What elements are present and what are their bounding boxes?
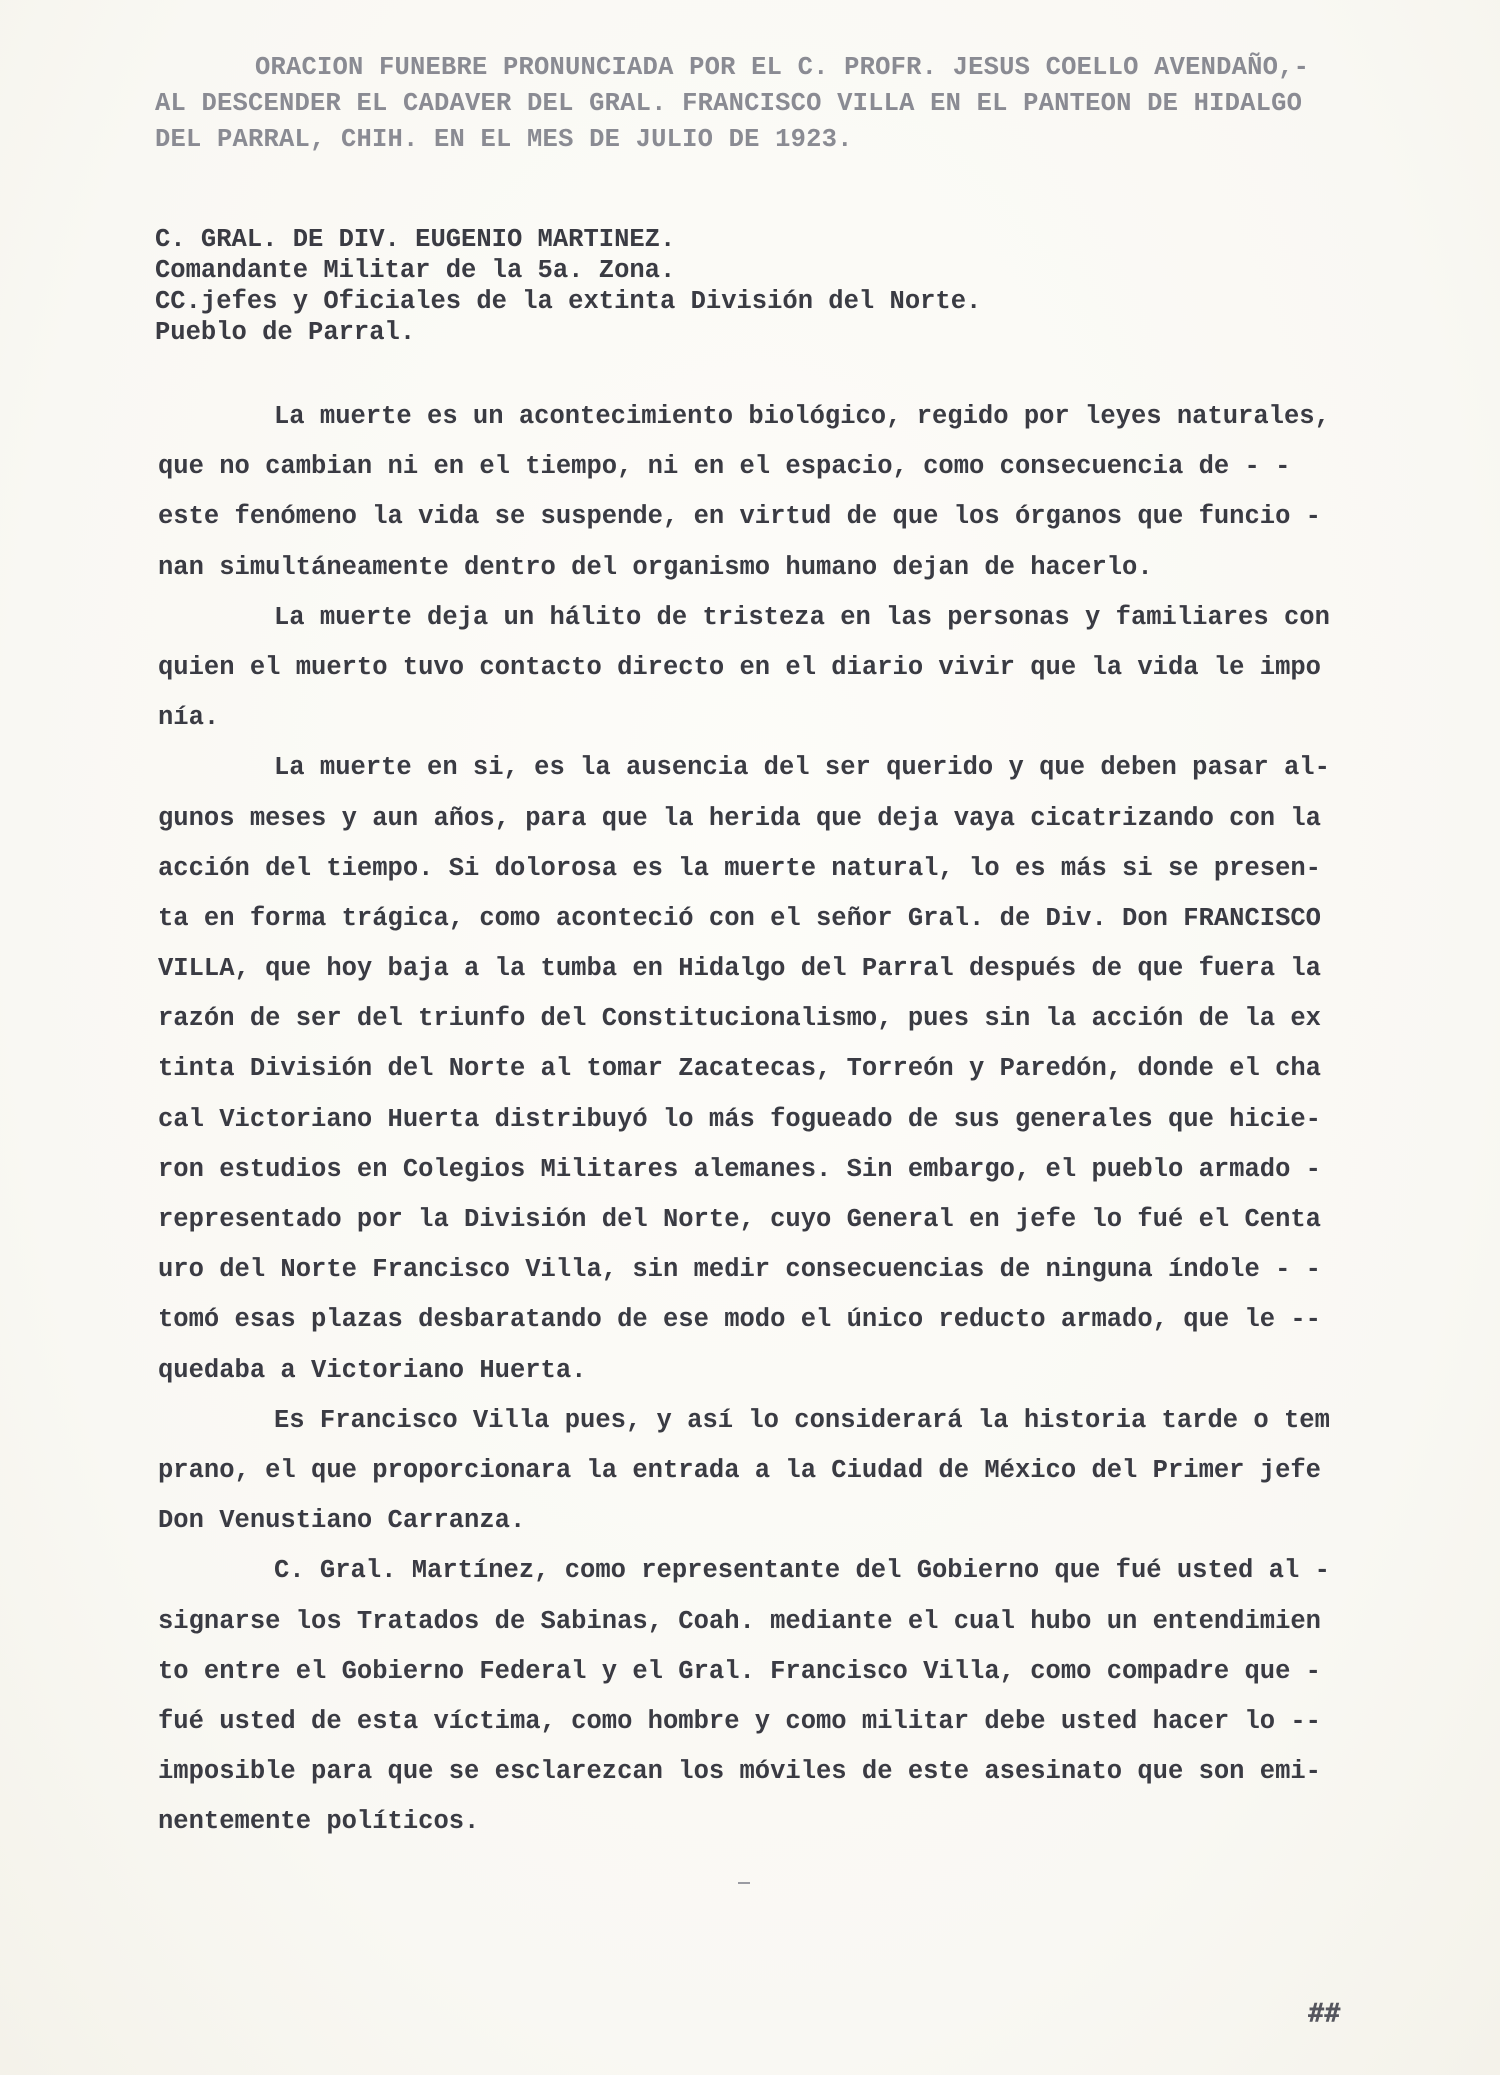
body-line: este fenómeno la vida se suspende, en virtud de que los órganos que funcio - <box>158 502 1321 532</box>
ink-mark <box>738 1882 750 1884</box>
body-line: gunos meses y aun años, para que la herida que deja vaya cicatrizando con la <box>158 803 1321 833</box>
body-line: uro del Norte Francisco Villa, sin medir consecuencias de ninguna índole - - <box>158 1255 1321 1285</box>
speech-body <box>158 392 1426 1847</box>
body-line: La muerte es un acontecimiento biológico, regido por leyes naturales, <box>274 402 1330 431</box>
body-line: to entre el Gobierno Federal y el Gral. Francisco Villa, como compadre que - <box>158 1656 1321 1686</box>
heading-line: DEL PARRAL, CHIH. EN EL MES DE JULIO DE 1923. <box>155 125 853 154</box>
body-line: acción del tiempo. Si dolorosa es la muerte natural, lo es más si se presen- <box>158 853 1321 883</box>
body-line: prano, el que proporcionara la entrada a la Ciudad de México del Primer jefe <box>158 1455 1321 1485</box>
body-line: Don Venustiano Carranza. <box>158 1506 526 1536</box>
body-line: La muerte deja un hálito de tristeza en las personas y familiares con <box>274 602 1330 632</box>
addressee-line: Comandante Militar de la 5a. Zona. <box>155 256 676 285</box>
heading-line: AL DESCENDER EL CADAVER DEL GRAL. FRANCISCO VILLA EN EL PANTEON DE HIDALGO <box>155 89 1303 118</box>
body-line: nan simultáneamente dentro del organismo humano dejan de hacerlo. <box>158 552 1153 582</box>
addressee-line: CC.jefes y Oficiales de la extinta División del Norte. <box>155 287 982 316</box>
addressee-line: Pueblo de Parral. <box>155 318 416 347</box>
body-line: signarse los Tratados de Sabinas, Coah. mediante el cual hubo un entendimien <box>158 1606 1321 1636</box>
body-line: quien el muerto tuvo contacto directo en el diario vivir que la vida le impo <box>158 652 1321 682</box>
body-line: La muerte en si, es la ausencia del ser querido y que deben pasar al- <box>274 753 1330 783</box>
body-line: tomó esas plazas desbaratando de ese modo el único reducto armado, que le -- <box>158 1305 1321 1335</box>
addressees-block <box>155 224 1355 348</box>
body-line: ta en forma trágica, como aconteció con el señor Gral. de Div. Don FRANCISCO <box>158 903 1321 933</box>
body-line: nía. <box>158 703 220 733</box>
body-line: representado por la División del Norte, cuyo General en jefe lo fué el Centa <box>158 1205 1321 1234</box>
body-line: quedaba a Victoriano Huerta. <box>158 1355 587 1385</box>
body-line: tinta División del Norte al tomar Zacatecas, Torreón y Paredón, donde el cha <box>158 1054 1321 1084</box>
body-line: imposible para que se esclarezcan los móviles de este asesinato que son emi- <box>158 1757 1321 1787</box>
body-line: razón de ser del triunfo del Constitucionalismo, pues sin la acción de la ex <box>158 1004 1321 1034</box>
body-line: fué usted de esta víctima, como hombre y como militar debe usted hacer lo -- <box>158 1706 1321 1736</box>
addressee-line: C. GRAL. DE DIV. EUGENIO MARTINEZ. <box>155 225 676 254</box>
body-line: C. Gral. Martínez, como representante del Gobierno que fué usted al - <box>274 1556 1330 1586</box>
body-line: VILLA, que hoy baja a la tumba en Hidalgo del Parral después de que fuera la <box>158 954 1321 984</box>
body-line: ron estudios en Colegios Militares alemanes. Sin embargo, el pueblo armado - <box>158 1154 1321 1184</box>
document-heading <box>155 50 1395 158</box>
body-line: que no cambian ni en el tiempo, ni en el espacio, como consecuencia de - - <box>158 452 1291 482</box>
body-line: cal Victoriano Huerta distribuyó lo más fogueado de sus generales que hicie- <box>158 1104 1321 1134</box>
body-line: nentemente políticos. <box>158 1807 480 1837</box>
heading-line: ORACION FUNEBRE PRONUNCIADA POR EL C. PROFR. JESUS COELLO AVENDAÑO,- <box>255 53 1310 82</box>
page-mark: ## <box>1308 1998 1341 2029</box>
body-line: Es Francisco Villa pues, y así lo considerará la historia tarde o tem <box>274 1405 1330 1435</box>
